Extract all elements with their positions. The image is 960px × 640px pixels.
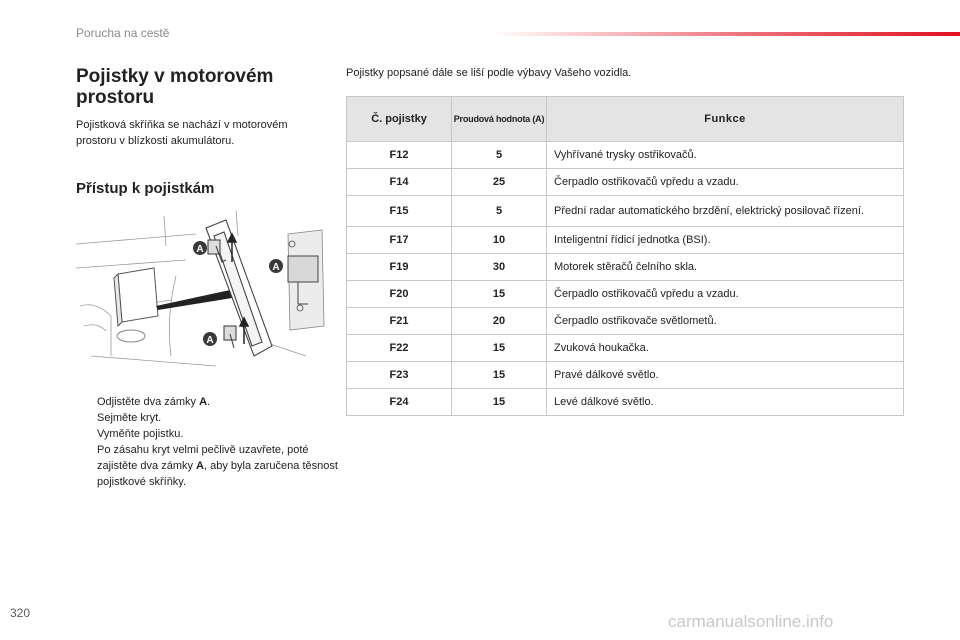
table-row: F19 30 Motorek stěračů čelního skla. (347, 254, 904, 281)
instruction-steps (76, 394, 338, 490)
step-item: Sejměte kryt. (97, 412, 162, 424)
table-row: F12 5 Vyhřívané trysky ostřikovačů. (347, 142, 904, 169)
svg-text:A: A (206, 335, 214, 346)
col-header-function: Funkce (547, 97, 904, 142)
table-row: F17 10 Inteligentní řídicí jednotka (BSI). (347, 227, 904, 254)
header-accent-line (490, 32, 960, 36)
table-row: F23 15 Pravé dálkové světlo. (347, 362, 904, 389)
svg-text:A: A (272, 262, 280, 273)
table-row: F14 25 Čerpadlo ostřikovačů vpředu a vzadu. (347, 169, 904, 196)
fuse-table (346, 96, 904, 416)
page-heading: Pojistky v motorovém prostoru (76, 66, 274, 108)
step-item: Vyměňte pojistku. (97, 428, 184, 440)
page-number: 320 (10, 606, 31, 620)
fuse-box-illustration (76, 206, 334, 382)
col-header-number: Č. pojistky (347, 97, 452, 142)
subheading-fuse-access: Přístup k pojistkám (76, 180, 215, 197)
step-item: Odjistěte dva zámky A. (97, 396, 211, 408)
table-header-row (347, 97, 904, 142)
section-title: Porucha na cestě (76, 26, 170, 40)
table-row: F24 15 Levé dálkové světlo. (347, 389, 904, 416)
table-row: F15 5 Přední radar automatického brzdění, elektrický posilovač řízení. (347, 196, 904, 227)
watermark: carmanualsonline.info (668, 612, 834, 631)
col-header-current: Proudová hodnota (A) (452, 97, 547, 142)
table-row: F21 20 Čerpadlo ostřikovače světlometů. (347, 308, 904, 335)
table-row: F22 15 Zvuková houkačka. (347, 335, 904, 362)
callout-a-top (193, 241, 207, 255)
step-item: Po zásahu kryt velmi pečlivě uzavřete, poté zajistěte dva zámky A, aby byla zaručena těsnost pojistkové skříňky. (97, 444, 338, 488)
callout-a-bottom (203, 332, 217, 346)
table-intro: Pojistky popsané dále se liší podle výbavy Vašeho vozidla. (346, 67, 632, 79)
intro-paragraph: Pojistková skříňka se nachází v motorovém prostoru v blízkosti akumulátoru. (76, 119, 288, 147)
svg-text:A: A (196, 244, 204, 255)
callout-a-right (269, 259, 283, 273)
table-row: F20 15 Čerpadlo ostřikovačů vpředu a vzadu. (347, 281, 904, 308)
